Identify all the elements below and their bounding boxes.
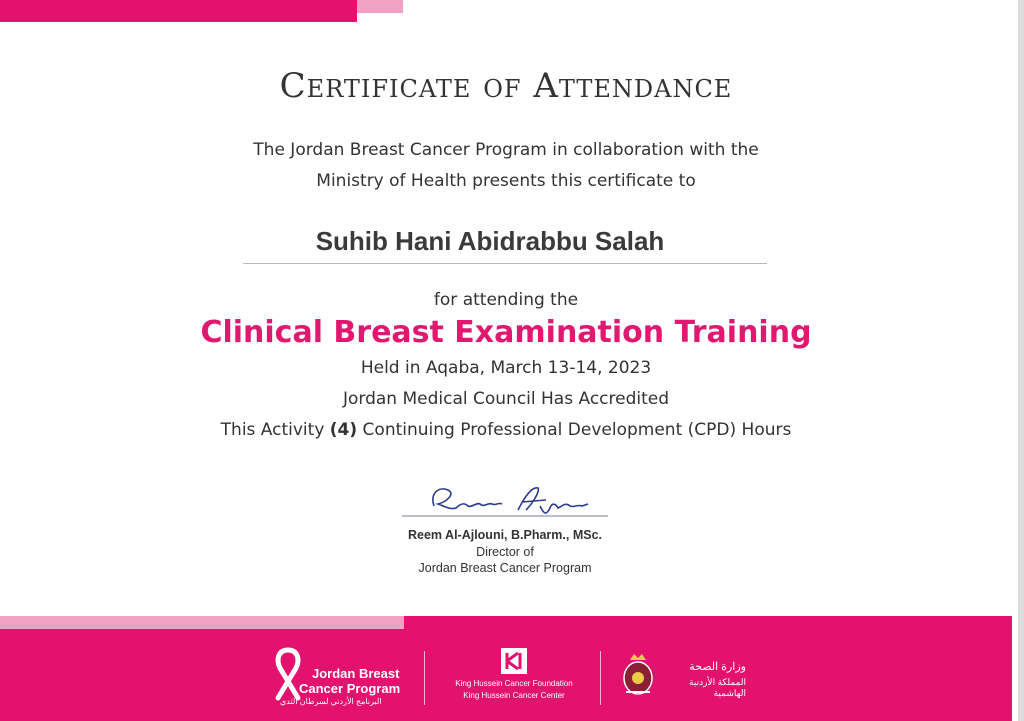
jbcp-logo-arabic: البرنامج الأردني لسرطان الثدي bbox=[280, 697, 382, 706]
for-attending-text: for attending the bbox=[433, 290, 579, 310]
footer-accent-light bbox=[0, 616, 404, 629]
jordan-coat-of-arms-icon bbox=[620, 652, 656, 698]
signer-name: Reem Al-Ajlouni, B.Pharm., MSc. bbox=[407, 528, 602, 542]
footer-divider-2 bbox=[600, 651, 601, 705]
signer-role: Director of bbox=[476, 545, 534, 559]
jbcp-logo-line1: Jordan Breast bbox=[312, 666, 400, 681]
signer-organization: Jordan Breast Cancer Program bbox=[418, 561, 592, 575]
top-accent-bar bbox=[0, 0, 357, 22]
signature-image bbox=[400, 480, 610, 522]
held-text: Held in Aqaba, March 13-14, 2023 bbox=[360, 358, 652, 378]
recipient-name: Suhib Hani Abidrabbu Salah bbox=[315, 226, 665, 256]
khcf-line1: King Hussein Cancer Foundation bbox=[455, 679, 573, 688]
certificate-title: Certificate of Attendance bbox=[279, 66, 733, 106]
accreditation-text: Jordan Medical Council Has Accredited bbox=[342, 389, 670, 409]
cpd-suffix: Continuing Professional Development (CPD) Hours bbox=[357, 420, 792, 440]
moh-arabic-line2: المملكة الأردنية الهاشمية bbox=[689, 677, 746, 698]
intro-line-1: The Jordan Breast Cancer Program in collaboration with the bbox=[253, 140, 759, 160]
footer-band bbox=[0, 629, 1012, 721]
footer-divider-1 bbox=[424, 651, 425, 705]
khcc-logo-icon bbox=[500, 647, 528, 675]
footer-accent-dark bbox=[404, 616, 1012, 629]
khcc-line2: King Hussein Cancer Center bbox=[463, 691, 565, 700]
cpd-text bbox=[0, 420, 1012, 440]
cpd-prefix: This Activity bbox=[220, 420, 330, 440]
intro-line-2: Ministry of Health presents this certificate to bbox=[316, 171, 696, 191]
top-accent-bar-light bbox=[357, 0, 403, 13]
recipient-underline bbox=[243, 263, 767, 264]
page-edge-shadow bbox=[1018, 0, 1024, 721]
moh-arabic-line1: وزارة الصحة bbox=[689, 661, 746, 673]
course-title: Clinical Breast Examination Training bbox=[200, 315, 812, 350]
jbcp-logo-line2: Cancer Program bbox=[299, 681, 401, 696]
cpd-hours: (4) bbox=[329, 420, 358, 440]
